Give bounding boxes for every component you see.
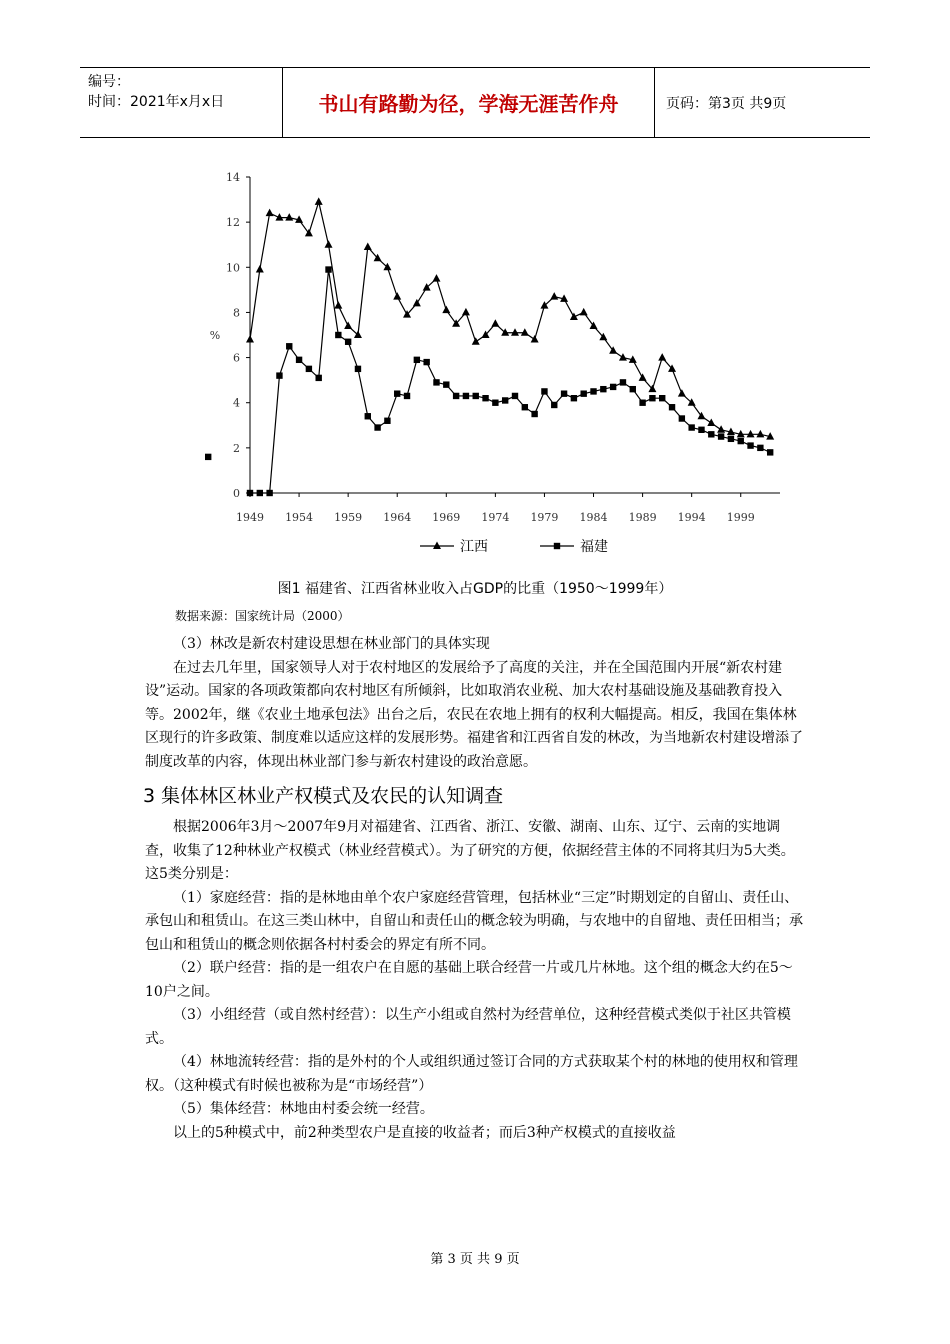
data-point-square — [365, 413, 371, 419]
data-point-square — [266, 490, 272, 496]
data-point-square — [551, 402, 557, 408]
data-point-triangle — [639, 373, 647, 381]
data-point-square — [316, 375, 322, 381]
data-point-square — [600, 386, 606, 392]
data-point-square — [355, 366, 361, 372]
data-point-triangle — [246, 335, 254, 343]
x-tick-label: 1949 — [236, 511, 264, 524]
data-point-triangle — [325, 240, 333, 248]
line-chart — [205, 165, 805, 565]
data-point-triangle — [344, 321, 352, 329]
data-point-square — [414, 357, 420, 363]
data-point-square — [767, 449, 773, 455]
data-point-square — [247, 490, 253, 496]
y-tick-label: 10 — [226, 261, 240, 275]
data-point-triangle — [462, 308, 470, 316]
data-point-square — [649, 395, 655, 401]
paragraph: （2）联户经营：指的是一组农户在自愿的基础上联合经营一片或几片林地。这个组的概念大约在5～10户之间。 — [145, 960, 793, 1000]
header-motto: 书山有路勤为径，学海无涯苦作舟 — [283, 68, 655, 137]
data-point-square — [630, 386, 636, 392]
paragraph: 在过去几年里，国家领导人对于农村地区的发展给予了高度的关注，并在全国范围内开展“新农村建设”运动。国家的各项政策都向农村地区有所倾斜，比如取消农业税、加大农村基础设施及基础教育投入等。2002年，继《农业土地承包法》出台之后，农民在农地上拥有的权利大幅提高。相反，我国在集体林区现行的许多政策、制度难以适应这样的发展形势。福建省和江西省自发的林改，为当地新农村建设增添了制度改革的内容，体现出林业部门参与新农村建设的政治意愿。 — [145, 659, 803, 770]
data-point-square — [747, 442, 753, 448]
data-point-square — [522, 404, 528, 410]
data-point-triangle — [747, 430, 755, 438]
paragraph: （3）林改是新农村建设思想在林业部门的具体实现 — [173, 636, 490, 652]
data-point-square — [688, 424, 694, 430]
y-tick-label: 8 — [233, 306, 240, 320]
data-point-square — [492, 400, 498, 406]
figure-caption: 图1 福建省、江西省林业收入占GDP的比重（1950～1999年） — [277, 581, 673, 597]
paragraph: （5）集体经营：林地由村委会统一经营。 — [173, 1101, 434, 1117]
data-point-square — [571, 395, 577, 401]
data-point-triangle — [511, 328, 519, 336]
data-point-square — [404, 393, 410, 399]
data-point-triangle — [334, 301, 342, 309]
data-point-square — [205, 454, 211, 460]
series-line-square — [250, 270, 770, 493]
document-body — [145, 633, 805, 1145]
data-point-square — [394, 390, 400, 396]
data-point-triangle — [678, 389, 686, 397]
paragraph: （4）林地流转经营：指的是外村的个人或组织通过签订合同的方式获取某个村的林地的使用权和管理权。（这种模式有时候也被称为是“市场经营”） — [145, 1054, 798, 1094]
x-tick-label: 1999 — [726, 511, 755, 524]
data-point-square — [296, 357, 302, 363]
data-point-square — [581, 390, 587, 396]
data-point-square — [728, 436, 734, 442]
data-point-square — [757, 445, 763, 451]
data-point-square — [433, 379, 439, 385]
data-point-triangle — [256, 265, 264, 273]
data-point-square — [384, 418, 390, 424]
y-tick-label: 2 — [233, 441, 240, 455]
paragraph: 以上的5种模式中，前2种类型农户是直接的收益者；而后3种产权模式的直接收益 — [173, 1124, 676, 1141]
y-tick-label: 0 — [233, 487, 240, 500]
serial-label: 编号： — [88, 74, 130, 90]
data-point-triangle — [550, 292, 558, 300]
x-tick-label: 1984 — [579, 511, 608, 524]
paragraph: 根据2006年3月～2007年9月对福建省、江西省、浙江、安徽、湖南、山东、辽宁、云南的实地调查，收集了12种林业产权模式（林业经营模式）。为了研究的方便，依据经营主体的不同将其归为5大类。这5类分别是： — [145, 819, 795, 882]
paragraph: （1）家庭经营：指的是林地由单个农户家庭经营管理，包括林业“三定”时期划定的自留山、责任山、承包山和租赁山。在这三类山林中，自留山和责任山的概念较为明确，与农地中的自留地、责任田相当；承包山和租赁山的概念则依据各村村委会的界定有所不同。 — [145, 889, 803, 953]
date-label: 时间：2021年x月x日 — [88, 94, 225, 110]
x-tick-label: 1954 — [285, 511, 314, 524]
x-tick-label: 1974 — [481, 511, 510, 524]
y-tick-label: 4 — [233, 396, 240, 410]
data-point-square — [639, 400, 645, 406]
data-point-square — [325, 266, 331, 272]
data-point-triangle — [717, 425, 725, 433]
data-point-square — [554, 543, 560, 549]
data-point-square — [286, 343, 292, 349]
data-point-square — [463, 393, 469, 399]
page-header — [80, 67, 870, 138]
data-point-square — [335, 332, 341, 338]
data-point-triangle — [521, 328, 529, 336]
x-tick-label: 1964 — [383, 511, 412, 524]
data-point-square — [669, 404, 675, 410]
data-point-square — [610, 384, 616, 390]
data-point-square — [443, 381, 449, 387]
x-tick-label: 1979 — [530, 511, 559, 524]
data-point-square — [698, 427, 704, 433]
section-title: 3 集体林区林业产权模式及农民的认知调查 — [143, 785, 504, 807]
data-point-square — [659, 395, 665, 401]
header-left-cell — [80, 68, 283, 137]
header-page-number: 页码：第3页 共9页 — [666, 95, 787, 112]
data-point-square — [473, 393, 479, 399]
data-point-triangle — [266, 209, 274, 217]
x-tick-label: 1994 — [677, 511, 706, 524]
y-tick-label: 14 — [226, 171, 240, 184]
data-point-triangle — [707, 419, 715, 427]
data-point-square — [512, 393, 518, 399]
data-point-square — [257, 490, 263, 496]
data-point-triangle — [364, 242, 372, 250]
data-point-square — [590, 388, 596, 394]
data-point-triangle — [315, 197, 323, 205]
data-point-triangle — [491, 319, 499, 327]
data-point-triangle — [756, 430, 764, 438]
data-point-square — [502, 397, 508, 403]
data-point-square — [541, 388, 547, 394]
data-source-note: 数据来源：国家统计局（2000） — [175, 609, 350, 623]
data-point-triangle — [285, 213, 293, 221]
data-point-triangle — [433, 542, 441, 550]
data-point-triangle — [658, 353, 666, 361]
data-point-triangle — [580, 308, 588, 316]
paragraph: （3）小组经营（或自然村经营）：以生产小组或自然村为经营单位，这种经营模式类似于社区共管模式。 — [145, 1007, 791, 1047]
x-tick-label: 1969 — [432, 511, 461, 524]
data-point-square — [531, 411, 537, 417]
data-point-square — [306, 366, 312, 372]
y-tick-label: 12 — [226, 216, 240, 230]
data-point-square — [453, 393, 459, 399]
data-point-triangle — [393, 292, 401, 300]
y-tick-label: 6 — [233, 351, 240, 365]
x-tick-label: 1959 — [334, 511, 363, 524]
data-point-square — [738, 438, 744, 444]
page-footer: 第 3 页 共 9 页 — [430, 1252, 520, 1267]
data-point-square — [561, 390, 567, 396]
data-point-triangle — [432, 274, 440, 282]
legend-label: 江西 — [460, 539, 488, 555]
data-point-triangle — [472, 337, 480, 345]
y-axis-label: % — [209, 329, 221, 342]
legend-label: 福建 — [580, 539, 608, 555]
data-point-square — [718, 433, 724, 439]
x-tick-label: 1989 — [628, 511, 657, 524]
data-point-square — [345, 339, 351, 345]
data-point-square — [708, 431, 714, 437]
data-point-square — [620, 379, 626, 385]
data-point-square — [374, 424, 380, 430]
data-point-square — [276, 372, 282, 378]
data-point-square — [423, 359, 429, 365]
data-point-triangle — [619, 353, 627, 361]
data-point-square — [482, 395, 488, 401]
data-point-triangle — [531, 335, 539, 343]
data-point-square — [679, 415, 685, 421]
data-point-triangle — [442, 306, 450, 314]
